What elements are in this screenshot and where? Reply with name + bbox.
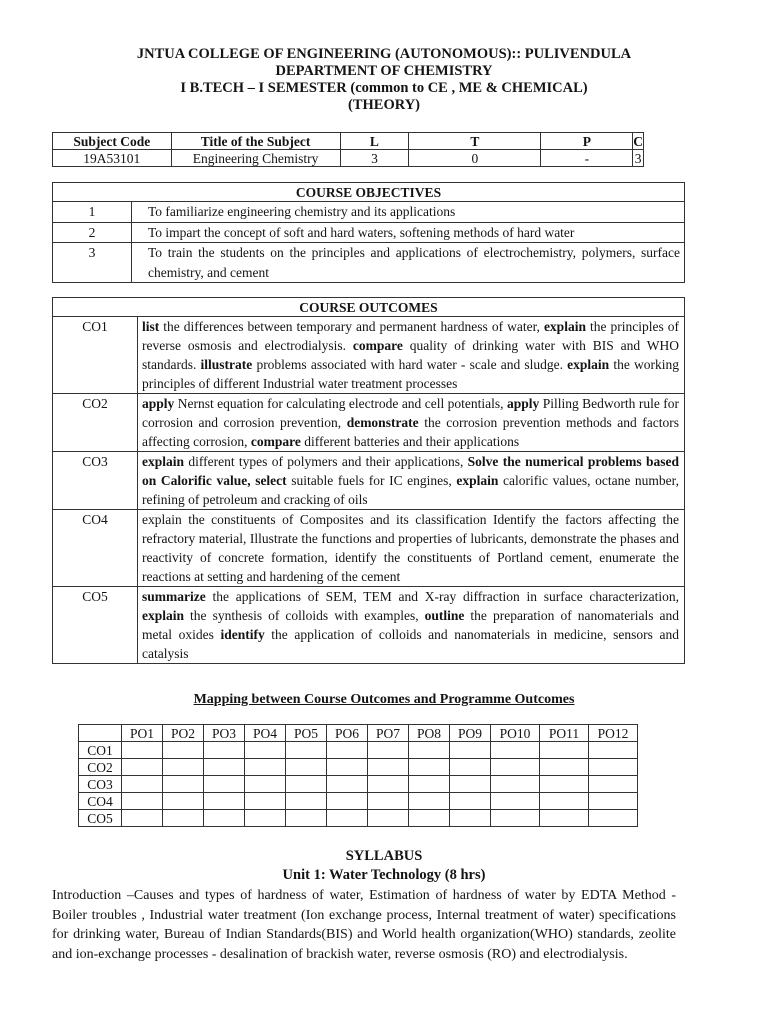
- mapping-title: Mapping between Course Outcomes and Programme Outcomes: [193, 692, 575, 707]
- mapping-row: [79, 742, 638, 759]
- objective-row: [53, 243, 685, 283]
- course-objectives-table: [52, 182, 685, 283]
- mapping-cell: [450, 759, 491, 776]
- mapping-cell: [450, 810, 491, 827]
- mapping-cell: [327, 776, 368, 793]
- mapping-column-header: PO4: [245, 725, 286, 742]
- co-po-mapping-table: [78, 724, 638, 827]
- subject-code: 19A53101: [53, 150, 172, 167]
- outcome-number: CO5: [53, 587, 138, 664]
- mapping-cell: [368, 759, 409, 776]
- mapping-cell: [204, 759, 245, 776]
- mapping-cell: [286, 793, 327, 810]
- mapping-cell: [327, 742, 368, 759]
- outcome-text: explain the constituents of Composites and its classification Identify the factors affecting the refractory material, Illustrate the functions and properties of lubricants, demonstrate the phases and reactivity of concrete formation, identify the constituents of Portland cement, enumerate the reactions at setting and hardening of the cement: [138, 510, 685, 587]
- mapping-cell: [589, 810, 638, 827]
- mapping-cell: [450, 793, 491, 810]
- outcome-text: list the differences between temporary and permanent hardness of water, explain the principles of reverse osmosis and electrodialysis. compare quality of drinking water with BIS and WHO standards. illustrate problems associated with hard water - scale and sludge. explain the working principles of different Industrial water treatment processes: [138, 317, 685, 394]
- mapping-cell: [450, 776, 491, 793]
- header-c: C: [633, 133, 643, 149]
- mapping-row: [79, 776, 638, 793]
- mapping-cell: [491, 776, 540, 793]
- mapping-cell: [589, 759, 638, 776]
- header-l: L: [340, 133, 409, 150]
- mapping-cell: [204, 810, 245, 827]
- mapping-cell: [491, 810, 540, 827]
- mapping-cell: [540, 810, 589, 827]
- mapping-cell: [368, 810, 409, 827]
- header-subject-title: Title of the Subject: [171, 133, 340, 150]
- objective-number: 3: [53, 243, 132, 283]
- mapping-row: [79, 759, 638, 776]
- mapping-cell: [245, 742, 286, 759]
- mapping-cell: [122, 759, 163, 776]
- mapping-column-header: PO7: [368, 725, 409, 742]
- outcome-text: apply Nernst equation for calculating electrode and cell potentials, apply Pilling Bedworth rule for corrosion and corrosion prevention, demonstrate the corrosion prevention methods and factors affecting corrosion, compare different batteries and their applications: [138, 394, 685, 452]
- mapping-cell: [122, 742, 163, 759]
- objectives-title: COURSE OBJECTIVES: [53, 183, 685, 202]
- mapping-cell: [204, 776, 245, 793]
- outcome-row: [53, 394, 685, 452]
- outcome-text: summarize the applications of SEM, TEM and X-ray diffraction in surface characterization, explain the synthesis of colloids with examples, outline the preparation of nanomaterials and metal oxides identify the application of colloids and nanomaterials in medicine, sensors and catalysis: [138, 587, 685, 664]
- outcome-number: CO2: [53, 394, 138, 452]
- mapping-cell: [589, 793, 638, 810]
- mapping-cell: [327, 810, 368, 827]
- unit-title: Unit 1: Water Technology (8 hrs): [282, 867, 486, 883]
- outcome-row: [53, 510, 685, 587]
- mapping-row: [79, 793, 638, 810]
- mapping-column-header: PO6: [327, 725, 368, 742]
- value-t: 0: [409, 150, 541, 167]
- objective-row: [53, 202, 685, 223]
- mapping-cell: [450, 742, 491, 759]
- outcome-number: CO4: [53, 510, 138, 587]
- mapping-column-header: PO10: [491, 725, 540, 742]
- outcomes-title: COURSE OUTCOMES: [53, 298, 685, 317]
- mapping-column-header: PO3: [204, 725, 245, 742]
- mapping-cell: [163, 759, 204, 776]
- outcome-text: explain different types of polymers and their applications, Solve the numerical problems based on Calorific value, select suitable fuels for IC engines, explain calorific values, octane number, refining of petroleum and cracking of oils: [138, 452, 685, 510]
- semester-title: I B.TECH – I SEMESTER (common to CE , ME & CHEMICAL): [180, 80, 588, 96]
- value-p: -: [541, 150, 633, 167]
- objective-number: 2: [53, 222, 132, 243]
- mapping-cell: [327, 759, 368, 776]
- mapping-row-header: CO4: [79, 793, 122, 810]
- mapping-cell: [163, 810, 204, 827]
- mapping-cell: [540, 793, 589, 810]
- mapping-cell: [122, 793, 163, 810]
- department-title: DEPARTMENT OF CHEMISTRY: [275, 63, 493, 79]
- mapping-cell: [409, 776, 450, 793]
- mapping-cell: [409, 759, 450, 776]
- mapping-cell: [204, 793, 245, 810]
- mapping-row-header: CO2: [79, 759, 122, 776]
- mapping-cell: [245, 776, 286, 793]
- mapping-cell: [286, 776, 327, 793]
- mapping-corner-cell: [79, 725, 122, 742]
- mapping-cell: [540, 759, 589, 776]
- mapping-row: [79, 810, 638, 827]
- mapping-cell: [368, 776, 409, 793]
- mapping-cell: [122, 810, 163, 827]
- outcome-row: [53, 587, 685, 664]
- mapping-column-header: PO2: [163, 725, 204, 742]
- subject-table: [52, 132, 644, 167]
- mapping-cell: [286, 742, 327, 759]
- mapping-cell: [409, 810, 450, 827]
- mapping-cell: [286, 810, 327, 827]
- mapping-row-header: CO1: [79, 742, 122, 759]
- header-t: T: [409, 133, 541, 150]
- mapping-cell: [589, 776, 638, 793]
- mapping-cell: [245, 759, 286, 776]
- mapping-column-header: PO1: [122, 725, 163, 742]
- mapping-cell: [368, 742, 409, 759]
- mapping-cell: [540, 742, 589, 759]
- mapping-cell: [368, 793, 409, 810]
- objective-text: To train the students on the principles and applications of electrochemistry, polymers, surface chemistry, and cement: [132, 243, 685, 283]
- value-l: 3: [340, 150, 409, 167]
- mapping-column-header: PO11: [540, 725, 589, 742]
- unit-description: Introduction –Causes and types of hardness of water, Estimation of hardness of water by EDTA Method - Boiler troubles , Industrial water treatment (Ion exchange process, Internal treatment of water) specifications for drinking water, Bureau of Indian Standards(BIS) and World health organization(WHO) standards, zeolite and ion-exchange processes - desalination of brackish water, reverse osmosis (RO) and electrodialysis.: [52, 888, 676, 962]
- outcome-number: CO1: [53, 317, 138, 394]
- mapping-cell: [286, 759, 327, 776]
- mapping-cell: [327, 793, 368, 810]
- objective-number: 1: [53, 202, 132, 223]
- header-subject-code: Subject Code: [53, 133, 172, 150]
- college-title: JNTUA COLLEGE OF ENGINEERING (AUTONOMOUS):: PULIVENDULA: [136, 46, 632, 62]
- mapping-cell: [540, 776, 589, 793]
- outcome-number: CO3: [53, 452, 138, 510]
- mapping-cell: [163, 793, 204, 810]
- mapping-column-header: PO9: [450, 725, 491, 742]
- mapping-cell: [409, 742, 450, 759]
- mapping-row-header: CO3: [79, 776, 122, 793]
- mapping-column-header: PO8: [409, 725, 450, 742]
- course-outcomes-table: [52, 297, 685, 664]
- mapping-row-header: CO5: [79, 810, 122, 827]
- mapping-cell: [409, 793, 450, 810]
- value-c: 3: [634, 150, 642, 166]
- outcome-row: [53, 317, 685, 394]
- mapping-header-row: [79, 725, 638, 742]
- objective-text: To impart the concept of soft and hard waters, softening methods of hard water: [132, 222, 685, 243]
- objective-text: To familiarize engineering chemistry and its applications: [132, 202, 685, 223]
- mapping-cell: [491, 742, 540, 759]
- mapping-cell: [163, 776, 204, 793]
- objective-row: [53, 222, 685, 243]
- header-p: P: [541, 133, 633, 150]
- mapping-cell: [122, 776, 163, 793]
- mapping-cell: [163, 742, 204, 759]
- mapping-cell: [245, 810, 286, 827]
- mapping-cell: [491, 759, 540, 776]
- theory-label: (THEORY): [348, 97, 420, 113]
- mapping-cell: [589, 742, 638, 759]
- mapping-column-header: PO5: [286, 725, 327, 742]
- subject-title: Engineering Chemistry: [171, 150, 340, 167]
- mapping-cell: [245, 793, 286, 810]
- mapping-cell: [491, 793, 540, 810]
- mapping-cell: [204, 742, 245, 759]
- syllabus-title: SYLLABUS: [345, 848, 423, 864]
- mapping-column-header: PO12: [589, 725, 638, 742]
- outcome-row: [53, 452, 685, 510]
